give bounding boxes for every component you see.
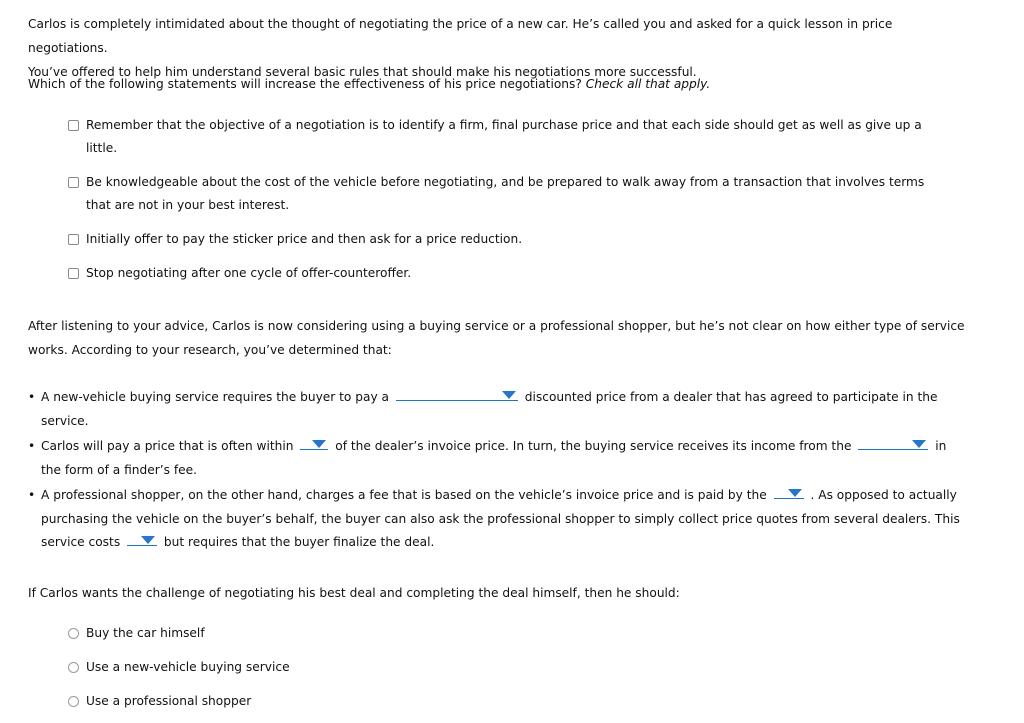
radio-option-1[interactable] — [68, 622, 948, 645]
checkbox-4[interactable] — [68, 268, 79, 279]
checkbox-option-2-label: Be knowledgeable about the cost of the vehicle before negotiating, and be prepared to walk away from a transaction that involves terms that are not in your best interest. — [86, 175, 925, 212]
radio-1[interactable] — [68, 628, 79, 639]
chevron-down-icon — [312, 440, 326, 448]
checkbox-option-3-label: Initially offer to pay the sticker price and then ask for a price reduction. — [86, 232, 523, 246]
bullet-list — [28, 386, 968, 557]
dropdown-price-type[interactable] — [396, 386, 518, 401]
final-question: If Carlos wants the challenge of negotiating his best deal and completing the deal himself, then he should: — [28, 586, 680, 600]
checkbox-option-4[interactable] — [68, 262, 948, 285]
question-prompt — [28, 72, 968, 96]
dropdown-service-cost[interactable] — [127, 531, 157, 546]
chevron-down-icon — [502, 391, 516, 399]
checkbox-option-3[interactable] — [68, 228, 948, 251]
radio-option-2[interactable] — [68, 656, 948, 679]
radio-3[interactable] — [68, 696, 79, 707]
bullet-price-within: • Carlos will pay a price that is often within of the dealer’s invoice price. In turn, the buying service receives its income from the in the form of a finder’s fee. — [28, 435, 968, 482]
checkbox-option-4-label: Stop negotiating after one cycle of offer-counteroffer. — [86, 266, 412, 280]
intro-line-1: Carlos is completely intimidated about the thought of negotiating the price of a new car. He’s called you and asked for a quick lesson in price negotiations. — [28, 17, 893, 55]
chevron-down-icon — [912, 440, 926, 448]
bullet-buying-service: • A new-vehicle buying service requires the buyer to pay a discounted price from a dealer that has agreed to participate in the service. — [28, 386, 968, 433]
radio-2[interactable] — [68, 662, 79, 673]
dropdown-price-range[interactable] — [300, 435, 328, 450]
checkbox-2[interactable] — [68, 177, 79, 188]
radio-option-3[interactable] — [68, 690, 948, 713]
checkbox-option-1[interactable] — [68, 114, 948, 160]
after-paragraph: After listening to your advice, Carlos is now considering using a buying service or a professional shopper, but he’s not clear on how either type of service works. According to your research, you’ve determined that: — [28, 319, 965, 357]
checkbox-1[interactable] — [68, 120, 79, 131]
chevron-down-icon — [788, 489, 802, 497]
radio-option-3-label: Use a professional shopper — [86, 694, 252, 708]
intro-line-2: You’ve offered to help him understand several basic rules that should make his negotiations more successful. — [28, 65, 697, 79]
dropdown-income-source[interactable] — [858, 435, 928, 450]
checkbox-option-2[interactable] — [68, 171, 948, 217]
question-instruction: Check all that apply. — [585, 77, 711, 91]
checkbox-option-1-label: Remember that the objective of a negotiation is to identify a firm, final purchase price and that each side should get as well as give up a little. — [86, 118, 922, 155]
bullet-professional-shopper: • A professional shopper, on the other hand, charges a fee that is based on the vehicle’s invoice price and is paid by the . As opposed to actually purchasing the vehicle on the buyer’s behalf, the buyer can also ask the professional shopper to simply collect price quotes from several dealers. This service costs but requires that the buyer finalize the deal. — [28, 484, 968, 555]
checkbox-3[interactable] — [68, 234, 79, 245]
dropdown-fee-payer[interactable] — [774, 484, 804, 499]
radio-option-2-label: Use a new-vehicle buying service — [86, 660, 290, 674]
radio-option-1-label: Buy the car himself — [86, 626, 205, 640]
question-text: Which of the following statements will increase the effectiveness of his price negotiations? — [28, 77, 586, 91]
chevron-down-icon — [141, 536, 155, 544]
